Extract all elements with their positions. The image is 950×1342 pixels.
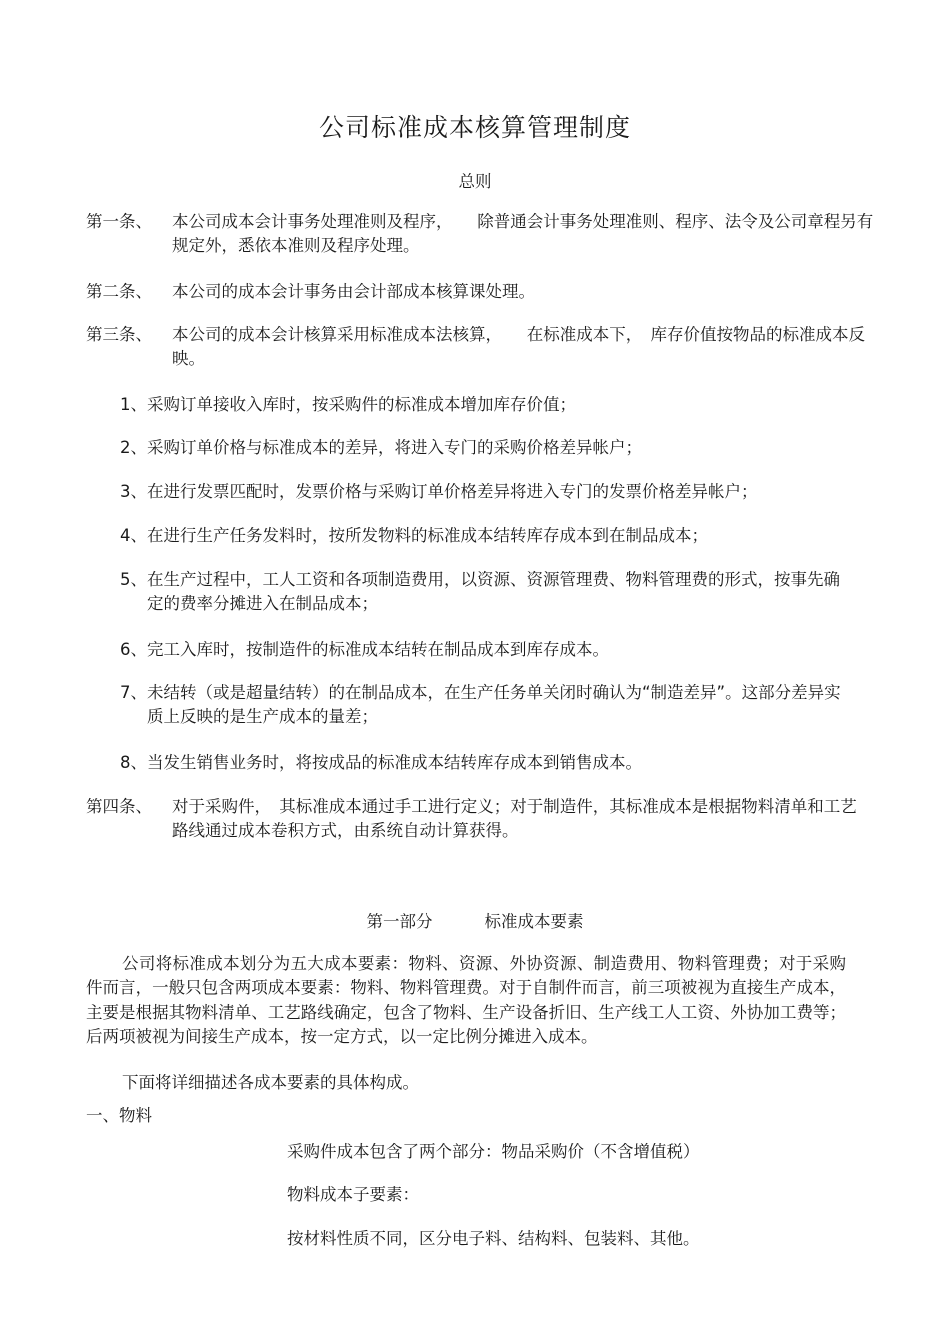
article-text: 本公司的成本会计核算采用标准成本法核算， 在标准成本下， 库存价值按物品的标准成本反映。	[172, 325, 865, 368]
part-label: 第一部分	[366, 912, 433, 931]
list-item	[120, 480, 850, 504]
item-number: 7、	[120, 683, 147, 702]
list-item	[120, 638, 850, 662]
list-item	[120, 681, 850, 729]
item-number: 8、	[120, 753, 147, 772]
item-text: 未结转（或是超量结转）的在制品成本，在生产任务单关闭时确认为“制造差异”。这部分差异实质上反映的是生产成本的量差；	[147, 683, 841, 726]
intro-paragraph: 公司将标准成本划分为五大成本要素：物料、资源、外协资源、制造费用、物料管理费；对于采购件而言，一般只包含两项成本要素：物料、物料管理费。对于自制件而言，前三项被视为直接生产成本，主要是根据其物料清单、工艺路线确定，包含了物料、生产设备折旧、生产线工人工资、外协加工费等；后两项被视为间接生产成本，按一定方式，以一定比例分摊进入成本。	[86, 954, 846, 1046]
list-item	[120, 751, 850, 775]
article-label: 第一条、	[86, 212, 152, 231]
item-number: 4、	[120, 526, 147, 545]
article-1	[86, 210, 886, 258]
item-text: 采购订单价格与标准成本的差异，将进入专门的采购价格差异帐户；	[147, 438, 642, 457]
material-line: 按材料性质不同，区分电子料、结构料、包装料、其他。	[287, 1229, 700, 1248]
article-label: 第四条、	[86, 797, 152, 816]
general-heading: 总则	[458, 172, 492, 191]
item-text: 采购订单接收入库时，按采购件的标准成本增加库存价值；	[147, 395, 576, 414]
section-heading-materials: 一、物料	[86, 1106, 152, 1125]
material-line: 采购件成本包含了两个部分：物品采购价（不含增值税）	[287, 1142, 700, 1161]
list-item	[120, 524, 850, 548]
item-number: 2、	[120, 438, 147, 457]
item-number: 6、	[120, 640, 147, 659]
item-number: 5、	[120, 570, 147, 589]
article-4	[86, 795, 866, 843]
article-label: 第二条、	[86, 282, 152, 301]
item-number: 3、	[120, 482, 147, 501]
item-text: 在进行生产任务发料时，按所发物料的标准成本结转库存成本到在制品成本；	[147, 526, 708, 545]
list-item	[120, 393, 850, 417]
material-line: 物料成本子要素：	[287, 1185, 419, 1204]
part-heading	[0, 908, 950, 932]
article-text: 本公司的成本会计事务由会计部成本核算课处理。	[172, 282, 535, 301]
article-text: 对于采购件， 其标准成本通过手工进行定义；对于制造件，其标准成本是根据物料清单和工艺路线通过成本卷积方式，由系统自动计算获得。	[172, 797, 857, 840]
article-3	[86, 323, 886, 371]
item-number: 1、	[120, 395, 147, 414]
article-2	[86, 280, 886, 304]
item-text: 当发生销售业务时，将按成品的标准成本结转库存成本到销售成本。	[147, 753, 642, 772]
item-text: 完工入库时，按制造件的标准成本结转在制品成本到库存成本。	[147, 640, 609, 659]
article-label: 第三条、	[86, 325, 152, 344]
article-text: 本公司成本会计事务处理准则及程序， 除普通会计事务处理准则、程序、法令及公司章程另有规定外，悉依本准则及程序处理。	[172, 212, 874, 255]
document-title: 公司标准成本核算管理制度	[318, 113, 631, 142]
list-item	[120, 568, 850, 616]
item-text: 在进行发票匹配时，发票价格与采购订单价格差异将进入专门的发票价格差异帐户；	[147, 482, 758, 501]
description-paragraph: 下面将详细描述各成本要素的具体构成。	[122, 1073, 419, 1092]
part-title: 标准成本要素	[484, 912, 584, 931]
list-item	[120, 436, 850, 460]
item-text: 在生产过程中，工人工资和各项制造费用，以资源、资源管理费、物料管理费的形式，按事先确定的费率分摊进入在制品成本；	[147, 570, 840, 613]
